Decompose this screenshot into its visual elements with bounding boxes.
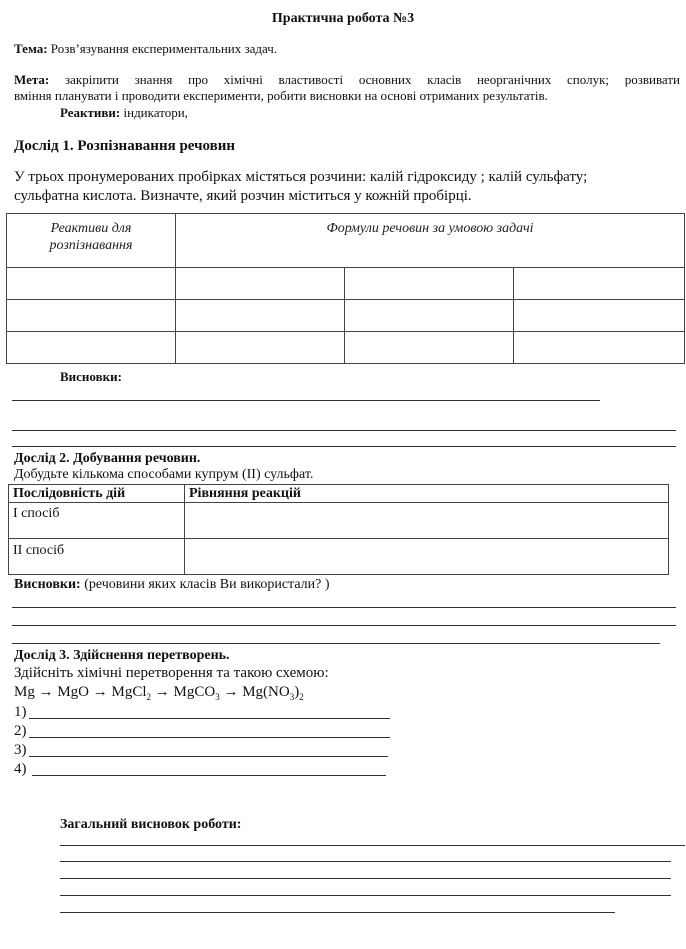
answer-line[interactable] (60, 895, 671, 896)
exp1-heading: Дослід 1. Розпізнавання речовин (14, 138, 236, 154)
answer-line[interactable] (12, 400, 600, 401)
exp3-scheme (14, 683, 304, 706)
table-cell[interactable] (7, 332, 176, 364)
exp3-item-4: 4) (14, 761, 27, 777)
table-cell[interactable] (345, 300, 514, 332)
scheme-mgno32: $Mg(NO_3)_2$ (242, 684, 304, 702)
exp1-table (6, 213, 685, 364)
exp2-row-method-2 (9, 539, 185, 575)
exp2-table (8, 484, 669, 575)
arrow-icon: → (92, 684, 108, 700)
reactives-label: Реактиви: (60, 105, 121, 120)
table-cell[interactable] (345, 332, 514, 364)
table-cell[interactable] (185, 539, 669, 575)
exp2-conclusions (14, 576, 330, 593)
exp3-heading: Дослід 3. Здійснення перетворень. (14, 648, 230, 663)
scheme-mgco3: MgCO$_3$ (173, 684, 220, 702)
table-cell[interactable] (514, 300, 685, 332)
answer-line[interactable] (12, 430, 676, 431)
topic-text: Розв’язування експериментальних задач. (50, 41, 278, 56)
scheme-mg: Mg (14, 684, 35, 700)
answer-line[interactable] (60, 912, 615, 913)
answer-line[interactable] (12, 643, 660, 644)
exp2-col-header-steps (9, 485, 185, 503)
answer-line[interactable] (29, 737, 390, 738)
reactives-text: індикатори, (123, 105, 188, 120)
exp3-item-2: 2) (14, 723, 27, 739)
answer-line[interactable] (32, 775, 386, 776)
table-cell[interactable] (7, 268, 176, 300)
scheme-mgcl2: MgCl$_2$ (111, 684, 152, 702)
answer-line[interactable] (60, 845, 685, 846)
exp2-col1-label: Послідовність дій (13, 486, 126, 501)
exp2-conclusions-label: Висновки: (14, 577, 81, 592)
goal-line-1: закріпити знання про хімічні властивості основних класів неорганічних сполук; розвивати (64, 72, 681, 87)
exp2-row-method-1 (9, 503, 185, 539)
table-row (7, 332, 685, 364)
answer-line[interactable] (29, 718, 390, 719)
exp1-task-line-2: сульфатна кислота. Визначте, який розчин міститься у кожній пробірці. (14, 188, 472, 204)
exp2-heading: Дослід 2. Добування речовин. (14, 451, 201, 466)
table-cell[interactable] (345, 268, 514, 300)
topic-line (14, 41, 277, 57)
exp1-col1-line2: розпізнавання (49, 238, 133, 253)
table-row (7, 300, 685, 332)
table-cell[interactable] (7, 300, 176, 332)
exp1-col2-label: Формули речовин за умовою задачі (326, 221, 534, 236)
method-2-label: ІІ спосіб (13, 543, 65, 558)
answer-line[interactable] (29, 756, 388, 757)
arrow-icon: → (38, 684, 54, 700)
exp2-col2-label: Рівняння реакцій (189, 486, 301, 501)
table-cell[interactable] (185, 503, 669, 539)
exp2-col-header-equations (185, 485, 669, 503)
answer-line[interactable] (60, 861, 671, 862)
exp3-item-3: 3) (14, 742, 27, 758)
goal-line-2: вміння планувати і проводити експерименти, робити висновки на основі отриманих результатів. (14, 88, 548, 103)
exp2-conclusions-hint: (речовини яких класів Ви використали? ) (84, 577, 330, 592)
exp1-conclusions-label: Висновки: (60, 369, 122, 384)
table-cell[interactable] (176, 300, 345, 332)
exp3-task: Здійсніть хімічні перетворення та такою схемою: (14, 665, 329, 681)
answer-line[interactable] (12, 625, 676, 626)
exp3-item-1: 1) (14, 704, 27, 720)
exp1-col-header-formulas (176, 214, 685, 268)
exp2-task: Добудьте кількома способами купрум (ІІ) сульфат. (14, 467, 314, 482)
arrow-icon: → (154, 684, 170, 700)
reactives-line (60, 105, 188, 121)
topic-label: Тема: (14, 41, 48, 56)
answer-line[interactable] (60, 878, 671, 879)
table-cell[interactable] (176, 268, 345, 300)
page-title: Практична робота №3 (271, 11, 415, 26)
scheme-mgo: MgO (57, 684, 90, 700)
answer-line[interactable] (12, 446, 676, 447)
exp1-task-line-1: У трьох пронумерованих пробірках містяться розчини: калій гідроксиду ; калій сульфату; (14, 169, 588, 185)
goal-block (14, 72, 680, 104)
method-1-label: І спосіб (13, 506, 60, 521)
goal-label: Мета: (14, 72, 50, 87)
table-cell[interactable] (176, 332, 345, 364)
arrow-icon: → (223, 684, 239, 700)
exp1-col1-line1: Реактиви для (50, 221, 132, 236)
general-conclusion-label: Загальний висновок роботи: (60, 817, 242, 832)
answer-line[interactable] (12, 607, 676, 608)
table-cell[interactable] (514, 268, 685, 300)
table-row (9, 503, 669, 539)
exp1-col-header-reagents (7, 214, 176, 268)
table-row (7, 268, 685, 300)
table-cell[interactable] (514, 332, 685, 364)
table-row (9, 539, 669, 575)
